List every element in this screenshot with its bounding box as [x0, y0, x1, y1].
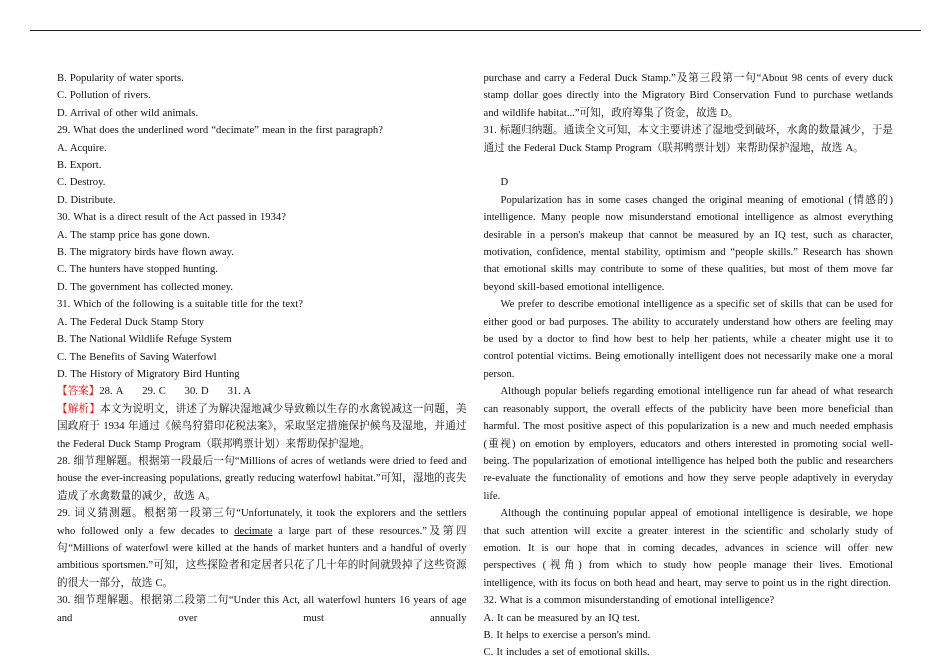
- text-run: A. The Federal Duck Stamp Story: [57, 316, 205, 328]
- marker-label: 【答案】: [57, 386, 100, 398]
- option-line: [57, 261, 467, 278]
- option-line: [57, 157, 467, 174]
- option-line: [484, 610, 894, 627]
- text-run: 29. What does the underlined word “decimate” mean in the first paragraph?: [57, 125, 383, 137]
- text-run: purchase and carry a Federal Duck Stamp.”及第三段第一句“About 98 cents of every duck stamp dollar goes directly into the Migratory Bird Conservation Fund to purchase wetlands and wildlife habitat...”可知，政府筹集了资金，故选 D。: [483, 73, 893, 119]
- text-run: C. Destroy.: [57, 177, 106, 189]
- left-column: [57, 70, 467, 662]
- text-run: 31. 标题归纳题。通读全文可知，本文主要讲述了湿地受到破坏，水禽的数量减少，于是通过 the Federal Duck Stamp Program（联邦鸭票计划）来帮助保护湿地，故选 A。: [483, 125, 893, 154]
- answer-line: [57, 383, 467, 400]
- option-line: [57, 227, 467, 244]
- option-line: [57, 140, 467, 157]
- question-line: [57, 122, 467, 139]
- underlined-word: decimate: [234, 525, 273, 537]
- passage-line: [484, 296, 894, 383]
- right-column: [484, 70, 894, 662]
- text-run: A. It can be measured by an IQ test.: [483, 612, 640, 624]
- option-line: [57, 366, 467, 383]
- option-line: [57, 87, 467, 104]
- passage-line: [484, 505, 894, 592]
- text-run: B. It helps to exercise a person's mind.: [483, 629, 651, 641]
- text-run: C. Pollution of rivers.: [57, 90, 151, 102]
- text-run: D. Arrival of other wild animals.: [57, 107, 199, 119]
- option-line: [57, 70, 467, 87]
- marker-label: 【解析】: [57, 403, 101, 415]
- two-column-text-area: [57, 70, 893, 662]
- text-run: Popularization has in some cases changed the original meaning of emotional (情感的) intelligence. Many people now misunderstand emotional intelligence as almost everything desirable in a person's makeup that cannot be measured by an IQ test, such as character, motivation, confidence, mental stability, optimism and “people skills.” Research has shown that emotional skills may contribute to some of these qualities, but most of them move far beyond skill-based emotional intelligence.: [483, 194, 893, 293]
- text-run: B. Popularity of water sports.: [57, 73, 184, 84]
- question-line: [57, 209, 467, 226]
- text-run: 28. A 29. C 30. D 31. A: [99, 386, 252, 398]
- text-run: D: [500, 177, 509, 189]
- passage-line: [484, 383, 894, 505]
- option-line: [57, 192, 467, 209]
- text-run: 29. 词义猜测题。根据第一段第三句“Unfortunately, it took the explorers and the settlers who followed only a few decades to: [57, 508, 467, 537]
- text-run: B. The National Wildlife Refuge System: [57, 334, 232, 346]
- option-line: [57, 244, 467, 261]
- question-line: [484, 592, 894, 609]
- analysis-line: [57, 592, 467, 627]
- text-run: B. Export.: [57, 160, 102, 172]
- option-line: [57, 314, 467, 331]
- section-label-line: [484, 174, 894, 191]
- text-run: C. The hunters have stopped hunting.: [57, 264, 218, 276]
- text-run: 30. What is a direct result of the Act passed in 1934?: [57, 212, 286, 224]
- analysis-line: [57, 401, 467, 453]
- analysis-line: [484, 70, 894, 122]
- text-run: 30. 细节理解题。根据第二段第二句“Under this Act, all waterfowl hunters 16 years of age and over must annually: [57, 595, 467, 624]
- text-run: 28. 细节理解题。根据第一段最后一句“Millions of acres of wetlands were dried to feed and house the ever-increasing populations, greatly reducing waterfowl habitat.”可知，湿地的丧失造成了水禽数量的减少，故选 A。: [57, 455, 467, 502]
- text-run: A. The stamp price has gone down.: [57, 229, 210, 241]
- option-line: [57, 331, 467, 348]
- text-run: C. The Benefits of Saving Waterfowl: [57, 351, 217, 363]
- option-line: [57, 349, 467, 366]
- option-line: [57, 174, 467, 191]
- option-line: [57, 105, 467, 122]
- text-run: 32. What is a common misunderstanding of emotional intelligence?: [483, 595, 775, 607]
- text-run: A. Acquire.: [57, 142, 107, 154]
- analysis-line: [57, 505, 467, 592]
- text-run: a large part of these resources.”及第四句“Millions of waterfowl were killed at the hands of market hunters and a handful of overly ambitious sportsmen.”可知，这些探险者和定居者只花了几十年的时间就毁掉了这些资源的很大一部分，故选 C。: [57, 525, 467, 589]
- text-run: 31. Which of the following is a suitable title for the text?: [57, 299, 303, 311]
- passage-line: [484, 192, 894, 296]
- text-run: D. The History of Migratory Bird Hunting: [57, 368, 240, 380]
- analysis-line: [484, 122, 894, 157]
- text-run: B. The migratory birds have flown away.: [57, 247, 234, 259]
- header-rule: [30, 30, 921, 31]
- option-line: [484, 627, 894, 644]
- text-run: Although popular beliefs regarding emotional intelligence run far ahead of what research can reasonably support, the overall effects of the publicity have been more beneficial than harmful. The most positive aspect of this popularization is a new and much needed emphasis (重视) on emotion by employers, educators and others interested in promoting social well-being. The popularization of emotional intelligence has helped both the public and researchers re-evaluate the functionality of emotions and how they serve people adaptively in everyday life.: [483, 386, 893, 502]
- text-run: D. The government has collected money.: [57, 281, 234, 293]
- text-run: We prefer to describe emotional intelligence as a specific set of skills that can be used for either good or bad purposes. The ability to accurately understand how others are feeling may be used by a doctor to find how best to help her patients, while a cheater might use it to control potential victims. Being emotionally intelligent does not necessarily make one a moral person.: [483, 299, 893, 380]
- text-run: Although the continuing popular appeal of emotional intelligence is desirable, we hope that such attention will excite a greater interest in the scientific and scholarly study of emotion. It is our hope that in coming decades, advances in science will offer new perspectives (视角) from which to study how people manage their lives. Emotional intelligence, with its focus on both head and heart, may serve to point us in the right direction.: [483, 508, 893, 589]
- question-line: [57, 296, 467, 313]
- option-line: [57, 279, 467, 296]
- text-run: 本文为说明文，讲述了为解决湿地减少导致赖以生存的水禽锐减这一问题，美国政府于 1934 年通过《候鸟狩猎印花税法案》，采取坚定措施保护候鸟及湿地，并通过 the Federal Duck Stamp Program（联邦鸭票计划）来帮助保护湿地。: [57, 403, 467, 450]
- option-line: [484, 644, 894, 661]
- text-run: C. It includes a set of emotional skills.: [483, 647, 650, 659]
- analysis-line: [57, 453, 467, 505]
- text-run: D. Distribute.: [57, 194, 116, 206]
